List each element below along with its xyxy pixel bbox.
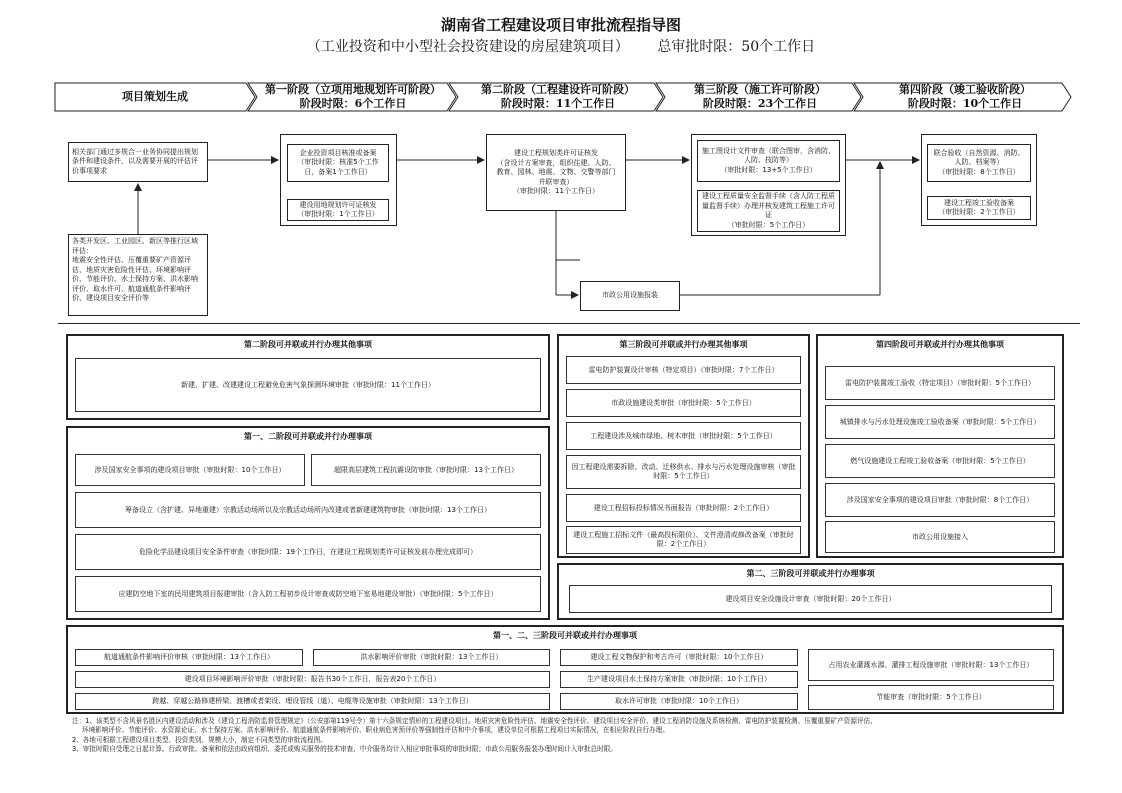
stage-2-time: 阶段时限：11个工作日	[500, 97, 616, 110]
frame-s12	[66, 426, 550, 620]
frame-s123-title: 第一、二、三阶段可并联或并行办理事项	[493, 631, 637, 640]
s1-box2-text: 建设用地规划许可证核发 （审批时限：1个工作日）	[297, 200, 379, 218]
plan-box-text: 相关部门通过多规合一业务协同提出规划条件和建设条件，以及需要开展的评估评价事项要求	[72, 147, 198, 175]
separator-line	[58, 323, 1080, 324]
frame-s3-item-4: 建设工程招标投标情况书面报告（审批时限：2个工作日）	[566, 494, 801, 522]
flow-connectors	[0, 0, 1122, 330]
frame-s12-item-3: 危险化学品建设项目安全条件审查（审批时限：19个工作日，在建设工程规划类许可证核发前办理完成即可）	[75, 534, 541, 570]
subtitle-text: （工业投资和中小型社会投资建设的房屋建筑项目）	[306, 39, 629, 55]
frame-s23	[557, 563, 1064, 620]
frame-s123-item-8: 节能审查（审批时限：5个工作日）	[808, 685, 1054, 710]
frame-s4-item-1: 城镇排水与污水处理设施竣工验收备案（审批时限：5个工作日）	[825, 405, 1055, 439]
note-0: 注：1、该类型不含风景名胜区内建设活动和涉及《建设工程消防监督管理规定》（公安部第119号令）第十六条规定情形的工程建设项目。地质灾害危险性评估、地震安全性评价、建设项目安全评价、建设工程消防设施及系统检测、雷电防护装置检测、压覆重要矿产资源评估、	[72, 717, 877, 725]
stage-0-name: 项目策划生成	[122, 90, 188, 103]
frame-s4-item-3: 涉及国家安全事项的建设项目审批（审批时限：8个工作日）	[825, 483, 1055, 517]
frame-s3-item-1: 市政设施建设类审批（审批时限：5个工作日）	[566, 389, 801, 417]
frame-s12-item-1: 超限高层建筑工程抗震设防审批（审批时限：13个工作日）	[311, 454, 541, 486]
frame-s123	[66, 625, 1064, 714]
frame-s12-title: 第一、二阶段可并联或并行办理事项	[244, 432, 372, 441]
s1-box1-text: 企业投资项目核准或备案 （审批时限：核准5个工作日，备案1个工作日）	[297, 148, 379, 176]
frame-s12-item-2: 筹备设立（含扩建、异地重建）宗教活动场所以及宗教活动场所内改建或者新建建筑物审批（审批时限：13个工作日）	[75, 492, 541, 528]
frame-s2-item-0: 新建、扩建、改建建设工程避免危害气象探测环境审批（审批时限：11个工作日）	[75, 358, 541, 412]
frame-s3-item-2: 工程建设涉及城市绿地、树木审批（审批时限：5个工作日）	[566, 422, 801, 450]
page-title: 湖南省工程建设项目审批流程指导图	[440, 16, 681, 34]
s3-box2-text: 建设工程质量安全监督手续（含人防工程质量监督手续）办理并核发建筑工程施工许可证 （审批时限：5个工作日）	[702, 192, 835, 229]
frame-s23-title: 第二、三阶段可并联或并行办理事项	[746, 569, 875, 578]
frame-s123-item-0: 航道通航条件影响评价审核（审批时限：13个工作日）	[75, 649, 303, 666]
frame-s4-item-0: 雷电防护装置竣工验收（特定项目）（审批时限：5个工作日）	[825, 366, 1055, 400]
note-2: 2、各地可根据工程建设项目类型、投资类别、规模大小，制定不同类型的审批流程图。	[72, 735, 327, 744]
frame-s3	[557, 334, 810, 558]
frame-s3-item-3: 因工程建设需要拆除、改动、迁移供水、排水与污水处理设施审核（审批时限：5个工作日）	[566, 455, 801, 489]
frame-s4-item-4: 市政公用设施接入	[825, 521, 1055, 553]
frame-s3-item-0: 雷电防护装置设计审核（特定项目）（审批时限：7个工作日）	[566, 356, 801, 384]
region-box-text: 各类开发区、工业园区、新区等推行区域评估： 地震安全性评估、压覆重要矿产资源评估、地质灾害危险性评估、环境影响评价、节能评价、水土保持方案、洪水影响评价、取水许可、航道通航条件影响评价、建设项目安全评价等	[72, 237, 198, 302]
frame-s4	[816, 334, 1064, 558]
frame-s2-title: 第二阶段可并联或并行办理其他事项	[244, 340, 372, 349]
frame-s12-item-0: 涉及国家安全事项的建设项目审批（审批时限：10个工作日）	[75, 454, 305, 486]
note-3: 3、审批时限自受理之日起计算。行政审批、备案和依法由政府组织、委托或购买服务的技术审查、中介服务均计入相应审批事项的审批时限；市政公用服务报装办理时间计入审批总时限。	[72, 745, 617, 754]
footnotes	[72, 717, 1062, 755]
frame-s123-item-6: 跨越、穿越公路修建桥梁、渡槽或者架设、埋设管线（道）、电缆等设施审批（审批时限：13个工作日）	[75, 693, 550, 710]
total-time: 总审批时限：50个工作日	[657, 39, 816, 55]
frame-s123-item-4: 建设项目环境影响评价审批（审批时限：报告书30个工作日，报告表20个工作日）	[75, 671, 550, 688]
frame-s123-item-1: 洪水影响评价审批（审批时限：13个工作日）	[313, 649, 550, 666]
s4-box2-text: 建设工程竣工验收备案 （审批时限：2个工作日）	[938, 198, 1020, 216]
stage-4-name: 第四阶段（竣工验收阶段）	[899, 83, 1031, 96]
municipal-box-text: 市政公用设施报装	[602, 291, 658, 300]
s2-box-text: 建设工程规划类许可证核发 （含设计方案审查，组织住建、人防、教育、园林、地震、文物、交警等部门并联审查） （审批时限：11个工作日）	[496, 149, 616, 196]
frame-s2	[66, 334, 550, 420]
frame-s3-title: 第三阶段可并联或并行办理其他事项	[619, 340, 748, 349]
note-1: 环境影响评价、节能评价、水资源论证、水土保持方案、洪水影响评价、航道通航条件影响评价、职业病危害预评价等强制性评估和中介事项，建设单位可根据工程项目实际情况，在相应阶段自行办理。	[82, 726, 669, 735]
stage-4-time: 阶段时限：10个工作日	[907, 97, 1023, 110]
frame-s4-item-2: 燃气设施建设工程竣工验收备案（审批时限：5个工作日）	[825, 444, 1055, 478]
frame-s3-item-5: 建设工程施工招标文件（最高投标限价）、文件澄清或修改备案（审批时限：2个工作日）	[566, 526, 801, 554]
frame-s123-item-7: 取水许可审批（审批时限：10个工作日）	[560, 693, 798, 710]
frame-s4-title: 第四阶段可并联或并行办理其他事项	[876, 340, 1004, 349]
stage-1-time: 阶段时限：6个工作日	[299, 97, 407, 110]
stage-1-name: 第一阶段（立项用地规划许可阶段）	[265, 83, 441, 96]
s3-box1-text: 施工图设计文件审查（联合图审，含消防、人防、技防等） （审批时限：13+5个工作日）	[702, 146, 835, 174]
frame-s12-item-4: 应建防空地下室的民用建筑项目报建审批（含人防工程初步设计审查或防空地下室易地建设审批）（审批时限：5个工作日）	[75, 576, 541, 612]
stage-3-name: 第三阶段（施工许可阶段）	[694, 83, 826, 96]
frame-s123-item-5: 生产建设项目水土保持方案审批（审批时限：10个工作日）	[560, 671, 798, 688]
frame-s123-item-2: 建设工程文物保护和考古许可（审批时限：10个工作日）	[560, 649, 798, 666]
stage-2-name: 第二阶段（工程建设许可阶段）	[481, 83, 635, 96]
stage-3-time: 阶段时限：23个工作日	[702, 97, 818, 110]
frame-s23-item-0: 建设项目安全设施设计审查（审批时限：20个工作日）	[569, 585, 1052, 613]
frame-s123-item-3: 占用农业灌溉水源、灌排工程设施审批（审批时限：13个工作日）	[808, 649, 1054, 681]
s4-box1-text: 联合验收（自然资源、消防、人防、档案等） （审批时限：8个工作日）	[933, 148, 1025, 176]
